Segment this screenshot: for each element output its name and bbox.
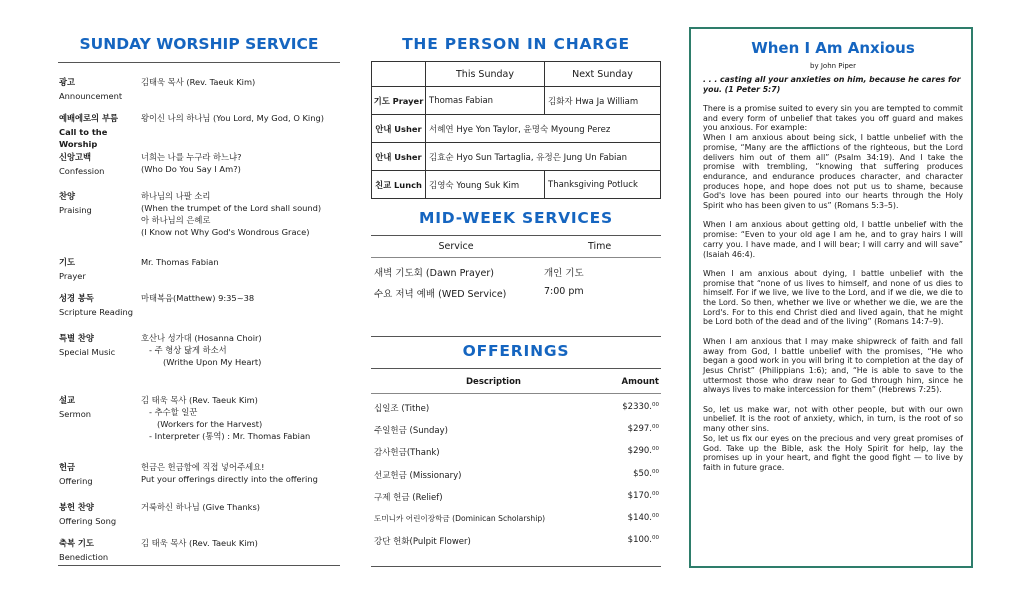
- order-label: [59, 76, 141, 102]
- charge-header-row: [372, 62, 661, 87]
- offering-desc: 강단 헌화(Pulpit Flower): [374, 537, 471, 548]
- midweek-time: 7:00 pm: [544, 286, 584, 297]
- order-label-en: Announcement: [59, 91, 123, 101]
- worship-order-section: [58, 30, 340, 562]
- bottom-rule: [58, 565, 340, 566]
- charge-this: 김효순 Hyo Sun Tartaglia, 유정은 Jung Un Fabian: [426, 143, 661, 171]
- order-detail-line: - Interpreter (통역) : Mr. Thomas Fabian: [149, 431, 311, 441]
- midweek-bottom-rule: [371, 336, 661, 337]
- offering-amount: [628, 535, 659, 545]
- order-label-ko: 봉헌 찬양: [59, 502, 94, 512]
- offering-amount-cents: 00: [652, 424, 659, 431]
- charge-row: [372, 87, 661, 115]
- order-detail-line: 김 태욱 목사 (Rev. Taeuk Kim): [141, 538, 258, 548]
- offerings-header-desc: Description: [466, 377, 521, 387]
- offering-amount: [622, 402, 659, 412]
- order-label-ko: 성경 봉독: [59, 293, 94, 303]
- title-rule: [58, 62, 340, 63]
- offering-desc: 선교헌금 (Missionary): [374, 470, 462, 481]
- order-detail-line: 김태욱 목사 (Rev. Taeuk Kim): [141, 77, 256, 87]
- charge-role: 안내 Usher: [372, 115, 426, 143]
- offering-amount-value: $50.: [633, 468, 652, 479]
- order-label: [59, 190, 141, 216]
- article-body: [703, 104, 963, 473]
- offerings-header-rule: [371, 393, 661, 394]
- order-label-en: Sermon: [59, 409, 92, 419]
- order-detail-line: (I Know not Why God's Wondrous Grace): [141, 227, 310, 237]
- charge-row: [372, 115, 661, 143]
- order-label: [59, 501, 141, 527]
- offering-amount: [628, 446, 659, 456]
- order-detail: [141, 292, 341, 304]
- offering-amount-value: $290.: [627, 446, 652, 457]
- order-detail: [141, 537, 341, 549]
- info-section: [371, 30, 661, 548]
- order-detail: [141, 394, 341, 442]
- order-label-en: Offering Song: [59, 516, 117, 526]
- order-label-en: Offering: [59, 476, 93, 486]
- charge-this: 김영숙 Young Suk Kim: [426, 171, 545, 199]
- offering-desc: 십일조 (Tithe): [374, 404, 430, 414]
- midweek-time: 개인 기도: [544, 268, 584, 279]
- order-label-en: Scripture Reading: [59, 307, 133, 317]
- order-detail: [141, 76, 341, 88]
- order-detail: [141, 501, 341, 513]
- offering-amount: [628, 424, 659, 434]
- order-detail-line: 아 하나님의 은혜로: [141, 215, 211, 225]
- offering-amount: [633, 469, 659, 479]
- charge-row: [372, 171, 661, 199]
- charge-header-empty: [372, 62, 426, 87]
- order-detail-line: - 추수할 일꾼: [149, 407, 198, 417]
- charge-header-next: Next Sunday: [545, 62, 661, 87]
- article-paragraph: When I am anxious about being sick, I battle unbelief with the promise, “Many are the afflictions of the righteous, but the Lord delivers him out of them all” (Psalm 34:19). And I take the promise with trembling, “knowing that suffering produces endurance, and endurance produces character, and character produces hope, and hope does not put us to shame, because God's love has been poured into our hearts through the Holy Spirit who has been given to us” (Romans 5:3–5).: [703, 133, 963, 211]
- article-paragraph: So, let us make war, not with other people, but with our own unbelief. It is the root of anxiety, which, in turn, is the root of so many other sins.: [703, 404, 963, 434]
- order-label: [59, 332, 141, 358]
- order-detail-line: Mr. Thomas Fabian: [141, 257, 219, 267]
- order-detail-line: 김 태욱 목사 (Rev. Taeuk Kim): [141, 395, 258, 405]
- order-label: [59, 461, 141, 487]
- offering-amount-cents: 00: [652, 402, 659, 408]
- midweek-header-rule: [371, 257, 661, 258]
- charge-next: Thanksgiving Potluck: [545, 171, 661, 199]
- order-detail: [141, 461, 341, 485]
- article-paragraph: When I am anxious that I may make shipwreck of faith and fall away from God, I battle unbelief with the promises, “He who began a good work in you will bring it to completion at the day of Jesus Christ” (Philippians 1:6); and, “He is able to save to the uttermost those who draw near to God through him, since he always lives to make intercession for them” (Hebrews 7:25).: [703, 336, 963, 395]
- worship-title: SUNDAY WORSHIP SERVICE: [79, 35, 319, 53]
- article-verse: . . . casting all your anxieties on him, because he cares for you. (1 Peter 5:7): [703, 75, 961, 94]
- order-label-ko: 찬양: [59, 191, 76, 201]
- order-detail-line: (When the trumpet of the Lord shall sound): [141, 203, 322, 213]
- midweek-top-rule: [371, 235, 661, 236]
- offering-amount-value: $170.: [627, 490, 652, 501]
- order-label-ko: 특별 찬양: [59, 333, 94, 343]
- offering-amount-cents: 00: [652, 468, 659, 475]
- charge-table: [371, 61, 661, 199]
- article-paragraph: There is a promise suited to every sin you are tempted to commit and every form of unbelief that takes you off guard and makes you anxious. For example:: [703, 104, 963, 133]
- article-box: [689, 27, 973, 568]
- order-label-en: Confession: [59, 166, 105, 176]
- order-detail-line: Put your offerings directly into the offering: [141, 474, 318, 484]
- offering-desc: 구제 헌금 (Relief): [374, 492, 443, 503]
- article-paragraph: So, let us fix our eyes on the precious and very great promises of God. Take up the Bible, ask the Holy Spirit for help, lay the promises up in your heart, and fight the good fight — to live by faith in future grace.: [703, 433, 963, 472]
- charge-header-this: This Sunday: [426, 62, 545, 87]
- offering-amount: [628, 513, 659, 523]
- offering-desc: 감사헌금(Thank): [374, 448, 440, 459]
- order-label-ko: 설교: [59, 395, 76, 405]
- order-detail-line: 하나님의 나팔 소리: [141, 191, 211, 201]
- offering-amount-cents: 00: [652, 513, 659, 519]
- offering-amount-value: $100.: [627, 535, 652, 546]
- order-detail-line: (Workers for the Harvest): [157, 419, 263, 429]
- midweek-service: 새벽 기도회 (Dawn Prayer): [374, 268, 494, 279]
- charge-this: 서혜연 Hye Yon Taylor, 윤명숙 Myoung Perez: [426, 115, 661, 143]
- order-detail-line: (Who Do You Say I Am?): [141, 164, 241, 174]
- order-detail-line: 마태복음(Matthew) 9:35~38: [141, 293, 255, 303]
- offering-amount-value: $2330.: [622, 402, 652, 412]
- charge-row: [372, 143, 661, 171]
- midweek-header-time: Time: [588, 241, 612, 252]
- order-detail-line: 호산나 성가대 (Hosanna Choir): [141, 333, 262, 343]
- order-label-en: Special Music: [59, 347, 116, 357]
- order-detail-line: (Writhe Upon My Heart): [163, 357, 262, 367]
- article-paragraph: When I am anxious about getting old, I battle unbelief with the promise: “Even to your old age I am he, and to gray hairs I will carry you. I have made, and I will bear; I will carry and will save” (Isaiah 46:4).: [703, 220, 963, 259]
- offering-desc: 도미니카 어린이장학금 (Dominican Scholarship): [374, 514, 546, 523]
- offering-amount-value: $140.: [627, 513, 652, 523]
- order-label: [59, 537, 141, 563]
- offerings-header-amount: Amount: [621, 377, 659, 387]
- article-title: When I Am Anxious: [751, 39, 915, 57]
- offering-amount-cents: 00: [652, 490, 659, 497]
- order-label-en: Praising: [59, 205, 92, 215]
- order-label: [59, 394, 141, 420]
- order-detail-line: 너희는 나를 누구라 하느냐?: [141, 152, 242, 162]
- midweek-title: MID-WEEK SERVICES: [419, 209, 613, 227]
- order-detail: [141, 190, 341, 238]
- order-label-ko: 광고: [59, 77, 76, 87]
- offering-amount-value: $297.: [627, 424, 652, 435]
- article-paragraph: When I am anxious about dying, I battle unbelief with the promise that “none of us lives to himself, and none of us dies to himself. For if we live, we live to the Lord, and if we die, we die to the Lord. So then, whether we live or whether we die, we are the Lord's. For to this end Christ died and lived again, that he might be Lord both of the dead and of the living” (Romans 14:7–9).: [703, 268, 963, 327]
- order-label-ko: 헌금: [59, 462, 76, 472]
- offering-amount: [628, 491, 659, 501]
- order-detail: [141, 112, 341, 124]
- offerings-title: OFFERINGS: [462, 342, 570, 360]
- order-label-ko: 신앙고백: [59, 152, 92, 162]
- order-detail-line: 거룩하신 하나님 (Give Thanks): [141, 502, 261, 512]
- offering-amount-cents: 00: [652, 446, 659, 453]
- order-label-en: Benediction: [59, 552, 109, 562]
- order-detail: [141, 332, 341, 368]
- order-label-en: Call to the Worship: [59, 127, 108, 149]
- offering-amount-cents: 00: [652, 535, 659, 542]
- offerings-bottom-rule: [371, 566, 661, 567]
- order-label-ko: 축복 기도: [59, 538, 94, 548]
- order-label-en: Prayer: [59, 271, 86, 281]
- order-label-ko: 예배에로의 부름: [59, 113, 118, 123]
- order-label: [59, 151, 141, 177]
- article-author: by John Piper: [810, 62, 856, 70]
- order-label: [59, 256, 141, 282]
- charge-title: THE PERSON IN CHARGE: [402, 35, 630, 53]
- charge-role: 안내 Usher: [372, 143, 426, 171]
- midweek-header-service: Service: [438, 241, 474, 252]
- midweek-service: 수요 저녁 예배 (WED Service): [374, 289, 507, 300]
- order-detail-line: - 주 형상 닮게 하소서: [149, 345, 227, 355]
- order-detail-line: 헌금은 헌금함에 직접 넣어주세요!: [141, 462, 265, 472]
- order-detail: [141, 256, 341, 268]
- order-detail: [141, 151, 341, 175]
- offerings-top-rule: [371, 368, 661, 369]
- charge-next: 김화자 Hwa Ja William: [545, 87, 661, 115]
- charge-this: Thomas Fabian: [426, 87, 545, 115]
- order-label: [59, 292, 141, 318]
- order-label-ko: 기도: [59, 257, 76, 267]
- charge-role: 친교 Lunch: [372, 171, 426, 199]
- charge-role: 기도 Prayer: [372, 87, 426, 115]
- order-label: [59, 112, 141, 150]
- offering-desc: 주일헌금 (Sunday): [374, 426, 448, 437]
- order-detail-line: 왕이신 나의 하나님 (You Lord, My God, O King): [141, 113, 324, 123]
